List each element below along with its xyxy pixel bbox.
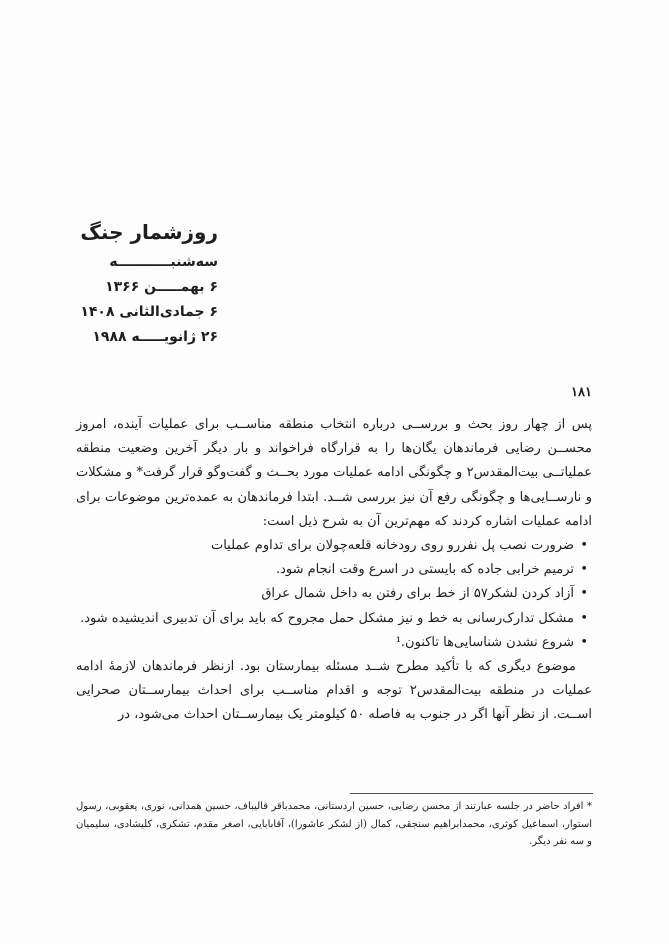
bullet-list [76, 534, 592, 655]
list-item: • شروع نشدن شناسایی‌ها تاکنون.¹ [76, 631, 574, 655]
footnote-divider [350, 793, 593, 794]
solar-date: ۶ بهمـــــن ۱۳۶۶ [105, 279, 218, 295]
chapter-header [80, 220, 218, 354]
footnote: * افراد حاضر در جلسه عبارتند از محسن رضایی، حسین اردستانی، محمدباقر قالیباف، حسین همدانی، نوری، یعقوبی، رسول استوار، اسماعیل کوثری، محمدابراهیم سنجقی، کمال (از لشکر عاشورا)، آقابابایی، اصغر مقدم، تشکری، کلیشادی، سلیمیان و سه نفر دیگر. [76, 801, 592, 847]
paragraph: پس از چهار روز بحث و بررســی درباره انتخاب منطقه مناســب برای عملیات آینده، امروز محســن رضایی فرماندهان یگان‌ها را به قرارگاه فراخواند و بار دیگر آخرین وضعیت منطقه عملیاتــی بیت‌المقدس۲ و چگونگی ادامه عملیات مورد بحــث و گفت‌وگو قرار گرفت* و مشکلات و نارســایی‌ها و چگونگی رفع آن نیز بررسی شــد. ابتدا فرماندهان به عمده‌ترین موضوعات برای ادامه عملیات اشاره کردند که مهم‌ترین آن به شرح ذیل است: [76, 417, 592, 529]
list-item: • مشکل تدارک‌رسانی به خط و نیز مشکل حمل مجروح که باید برای آن تدبیری اندیشیده شود. [76, 607, 574, 631]
list-item: • ضرورت نصب پل نفررو روی رودخانه قلعه‌چولان برای تداوم عملیات [76, 534, 574, 558]
page-number: ۱۸۱ [571, 385, 592, 400]
weekday: سه‌شنبـــــــــــه [109, 254, 218, 270]
chapter-title: روزشمار جنگ [80, 220, 218, 244]
list-item: • ترمیم خرابی جاده که بایستی در اسرع وقت انجام شود. [76, 558, 574, 582]
list-item: • آزاد کردن لشکر۵۷ از خط برای رفتن به داخل شمال عراق [76, 582, 574, 606]
paragraph: موضوع دیگری که با تأکید مطرح شــد مسئله بیمارستان بود. ازنظر فرماندهان لازمهٔ ادامه عملیات در منطقه بیت‌المقدس۲ توجه و اقدام مناســب برای احداث بیمارســتان صحرایی اســت. از نظر آنها اگر در جنوب به فاصله ۵۰ کیلومتر یک بیمارســتان احداث می‌شود، در [76, 659, 592, 723]
lunar-date: ۶ جمادی‌الثانی ۱۴۰۸ [80, 304, 218, 320]
gregorian-date: ۲۶ ژانویـــــه ۱۹۸۸ [92, 329, 218, 345]
body-text [76, 413, 592, 728]
